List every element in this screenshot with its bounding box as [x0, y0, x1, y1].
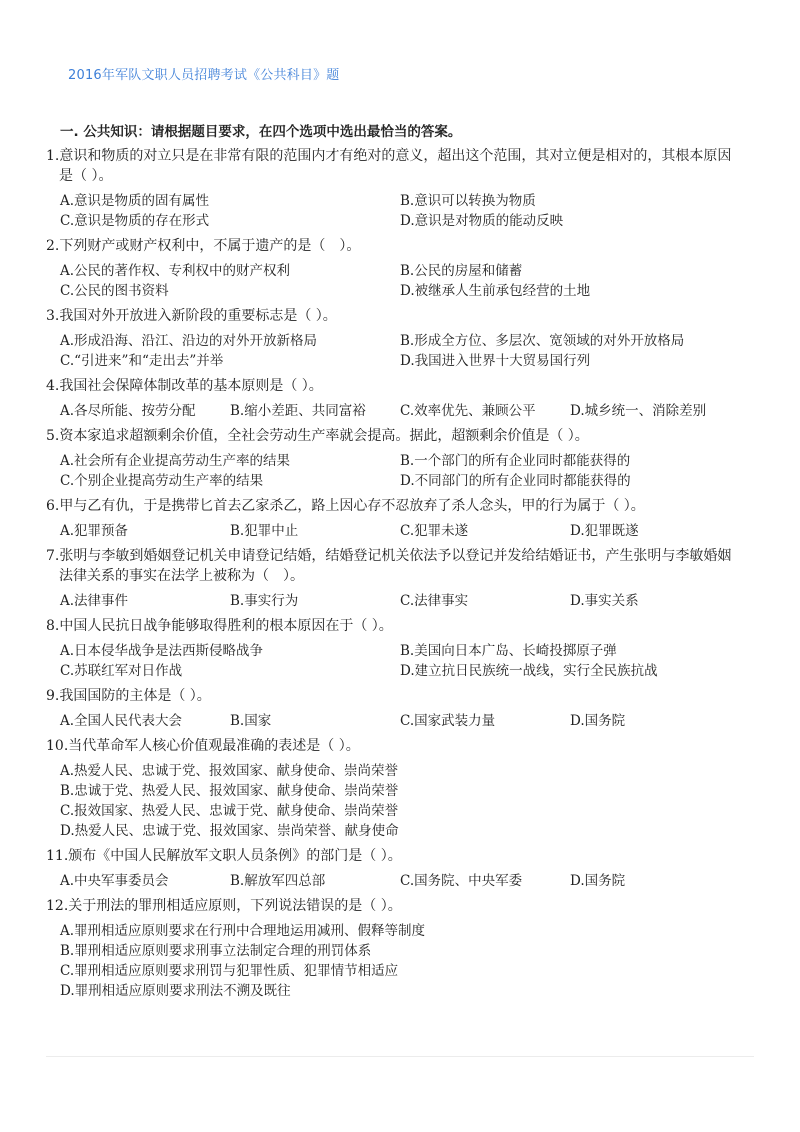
options-row: [60, 761, 746, 781]
answer-option: B.美国向日本广岛、长崎投掷原子弹: [400, 643, 617, 659]
question-3: [46, 306, 746, 371]
question-stem-line: 10.当代革命军人核心价值观最准确的表述是（ ）。: [46, 738, 360, 754]
question-stem-line: 1.意识和物质的对立只是在非常有限的范围内才有绝对的意义，超出这个范围，其对立便是相对的，其根本原因: [46, 148, 732, 164]
options-row: [60, 641, 746, 661]
options-row: [60, 941, 746, 961]
question-11: [46, 846, 746, 891]
answer-option: D.不同部门的所有企业同时都能获得的: [400, 473, 631, 489]
answer-option: C.罪刑相适应原则要求刑罚与犯罪性质、犯罪情节相适应: [60, 963, 399, 979]
options-group: [46, 401, 746, 421]
answer-option: A.形成沿海、沿江、沿边的对外开放新格局: [60, 333, 318, 349]
answer-option: C.苏联红军对日作战: [60, 663, 183, 679]
question-stem-line: 是（ ）。: [59, 168, 113, 184]
options-group: [46, 591, 746, 611]
options-row: [60, 921, 746, 941]
options-row: [60, 281, 746, 301]
answer-option: C.公民的图书资料: [60, 283, 169, 299]
options-row: [60, 781, 746, 801]
question-1: [46, 146, 746, 231]
answer-option: B.解放军四总部: [230, 873, 326, 889]
question-stem-line: 7.张明与李敏到婚姻登记机关申请登记结婚，结婚登记机关依法予以登记并发给结婚证书，产生张明与李敏婚姻: [46, 548, 732, 564]
answer-option: B.形成全方位、多层次、宽领域的对外开放格局: [400, 333, 685, 349]
options-row: [60, 871, 746, 891]
answer-option: B.国家: [230, 713, 272, 729]
question-4: [46, 376, 746, 421]
question-stem-line: 3.我国对外开放进入新阶段的重要标志是（ ）。: [46, 308, 337, 324]
answer-option: C.犯罪未遂: [400, 523, 469, 539]
answer-option: B.公民的房屋和储蓄: [400, 263, 523, 279]
answer-option: B.缩小差距、共同富裕: [230, 403, 366, 419]
options-row: [60, 591, 746, 611]
answer-option: D.国务院: [570, 873, 626, 889]
answer-option: D.罪刑相适应原则要求刑法不溯及既往: [60, 983, 291, 999]
answer-option: D.我国进入世界十大贸易国行列: [400, 353, 591, 369]
answer-option: A.中央军事委员会: [60, 873, 169, 889]
question-list: [46, 146, 746, 1006]
answer-option: D.建立抗日民族统一战线，实行全民族抗战: [400, 663, 658, 679]
answer-option: C.个别企业提高劳动生产率的结果: [60, 473, 264, 489]
answer-option: A.犯罪预备: [60, 523, 129, 539]
options-group: [46, 261, 746, 301]
question-stem-line: 5.资本家追求超额剩余价值，全社会劳动生产率就会提高。据此，超额剩余价值是（ ）。: [46, 428, 589, 444]
options-row: [60, 351, 746, 371]
answer-option: D.事实关系: [570, 593, 639, 609]
answer-option: C.效率优先、兼顾公平: [400, 403, 536, 419]
answer-option: C.法律事实: [400, 593, 469, 609]
options-group: [46, 641, 746, 681]
options-group: [46, 921, 746, 1001]
page-divider: [46, 1056, 754, 1057]
question-stem-line: 6.甲与乙有仇，于是携带匕首去乙家杀乙，路上因心存不忍放弃了杀人念头，甲的行为属于（ ）。: [46, 498, 645, 514]
options-row: [60, 211, 746, 231]
document-header-title: 2016年军队文职人员招聘考试《公共科目》题: [68, 68, 340, 83]
question-8: [46, 616, 746, 681]
options-row: [60, 711, 746, 731]
answer-option: A.全国人民代表大会: [60, 713, 183, 729]
options-row: [60, 401, 746, 421]
options-group: [46, 711, 746, 731]
answer-option: C.国家武装力量: [400, 713, 496, 729]
options-row: [60, 331, 746, 351]
answer-option: A.日本侵华战争是法西斯侵略战争: [60, 643, 264, 659]
question-6: [46, 496, 746, 541]
question-stem-line: 9.我国国防的主体是（ ）。: [46, 688, 211, 704]
question-9: [46, 686, 746, 731]
answer-option: A.热爱人民、忠诚于党、报效国家、献身使命、崇尚荣誉: [60, 763, 399, 779]
options-group: [46, 871, 746, 891]
section-title: 一. 公共知识：请根据题目要求，在四个选项中选出最恰当的答案。: [60, 124, 462, 140]
answer-option: C.“引进来”和“走出去”并举: [60, 353, 224, 369]
options-row: [60, 261, 746, 281]
question-10: [46, 736, 746, 841]
answer-option: B.事实行为: [230, 593, 299, 609]
options-row: [60, 661, 746, 681]
answer-option: B.忠诚于党、热爱人民、报效国家、献身使命、崇尚荣誉: [60, 783, 399, 799]
options-row: [60, 191, 746, 211]
options-row: [60, 821, 746, 841]
answer-option: A.社会所有企业提高劳动生产率的结果: [60, 453, 291, 469]
question-stem-line: 8.中国人民抗日战争能够取得胜利的根本原因在于（ ）。: [46, 618, 393, 634]
answer-option: D.意识是对物质的能动反映: [400, 213, 564, 229]
options-row: [60, 961, 746, 981]
answer-option: A.公民的著作权、专利权中的财产权利: [60, 263, 291, 279]
options-row: [60, 981, 746, 1001]
answer-option: A.各尽所能、按劳分配: [60, 403, 196, 419]
answer-option: A.罪刑相适应原则要求在行刑中合理地运用减刑、假释等制度: [60, 923, 426, 939]
options-row: [60, 521, 746, 541]
answer-option: B.罪刑相适应原则要求刑事立法制定合理的刑罚体系: [60, 943, 372, 959]
question-stem-line: 法律关系的事实在法学上被称为（ ）。: [59, 568, 304, 584]
question-2: [46, 236, 746, 301]
answer-option: B.一个部门的所有企业同时都能获得的: [400, 453, 631, 469]
answer-option: D.国务院: [570, 713, 626, 729]
options-group: [46, 451, 746, 491]
options-row: [60, 801, 746, 821]
options-row: [60, 451, 746, 471]
question-stem-line: 4.我国社会保障体制改革的基本原则是（ ）。: [46, 378, 323, 394]
question-stem-line: 2.下列财产或财产权利中，不属于遗产的是（ ）。: [46, 238, 361, 254]
question-12: [46, 896, 746, 1001]
options-group: [46, 521, 746, 541]
answer-option: B.意识可以转换为物质: [400, 193, 536, 209]
options-group: [46, 331, 746, 371]
question-stem-line: 12.关于刑法的罪刑相适应原则，下列说法错误的是（ ）。: [46, 898, 402, 914]
answer-option: D.被继承人生前承包经营的土地: [400, 283, 591, 299]
question-7: [46, 546, 746, 611]
answer-option: A.意识是物质的固有属性: [60, 193, 210, 209]
options-group: [46, 191, 746, 231]
answer-option: D.热爱人民、忠诚于党、报效国家、崇尚荣誉、献身使命: [60, 823, 399, 839]
options-row: [60, 471, 746, 491]
answer-option: D.城乡统一、消除差别: [570, 403, 707, 419]
answer-option: A.法律事件: [60, 593, 129, 609]
question-stem-line: 11.颁布《中国人民解放军文职人员条例》的部门是（ ）。: [46, 848, 402, 864]
answer-option: B.犯罪中止: [230, 523, 299, 539]
options-group: [46, 761, 746, 841]
answer-option: D.犯罪既遂: [570, 523, 639, 539]
answer-option: C.国务院、中央军委: [400, 873, 523, 889]
answer-option: C.报效国家、热爱人民、忠诚于党、献身使命、崇尚荣誉: [60, 803, 399, 819]
answer-option: C.意识是物质的存在形式: [60, 213, 210, 229]
question-5: [46, 426, 746, 491]
